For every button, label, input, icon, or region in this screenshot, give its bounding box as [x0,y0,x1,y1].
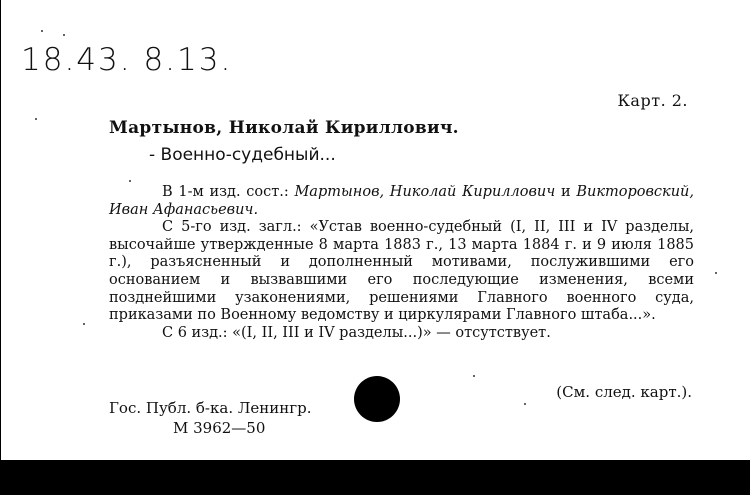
speck-mark [473,375,475,377]
paragraph-sixth-edition: С 6 изд.: «(I, II, III и IV разделы...)» — отсутствует. [162,324,551,341]
library-name: Гос. Публ. б-ка. Ленингр. [109,399,312,417]
work-title: - Военно-судебный... [149,145,336,165]
shelf-mark: 18.43. 8.13. [21,42,233,78]
author-heading: Мартынов, Николай Кириллович. [109,118,459,138]
speck-mark [83,323,85,325]
speck-mark [129,180,131,182]
punch-hole [354,376,400,422]
paragraph-first-edition [109,184,694,219]
first-edition-prefix: В 1-м изд. сост.: [162,184,295,200]
see-next-card-note: (См. след. карт.). [556,383,692,401]
card-body [109,184,694,342]
paragraph-fifth-edition: С 5-го изд. загл.: «Устав военно-судебный (I, II, III и IV разделы, высочайше утвержденные 8 марта 1883 г., 13 марта 1884 г. и 9 июля 1885 г.), разъясненный и дополненный мотивами, послужившими его основанием и вызвавшими его последующие изменения, всеми позднейшими узаконениями, решениями Главного военного суда, приказами по Военному ведомству и циркулярами Главного штаба...». [109,219,694,324]
library-accession-number: М 3962—50 [173,419,266,437]
card-number: Карт. 2. [617,91,688,110]
speck-mark [41,30,43,32]
speck-mark [524,403,526,405]
speck-mark [35,118,37,120]
first-edition-conjunction: и [555,184,577,200]
second-compiler: Викторовский, Иван Афанасьевич. [109,184,694,218]
speck-mark [63,34,65,36]
speck-mark [715,272,717,274]
library-stamp [109,398,311,438]
first-edition-compiler: Мартынов, Николай Кириллович [294,184,556,200]
